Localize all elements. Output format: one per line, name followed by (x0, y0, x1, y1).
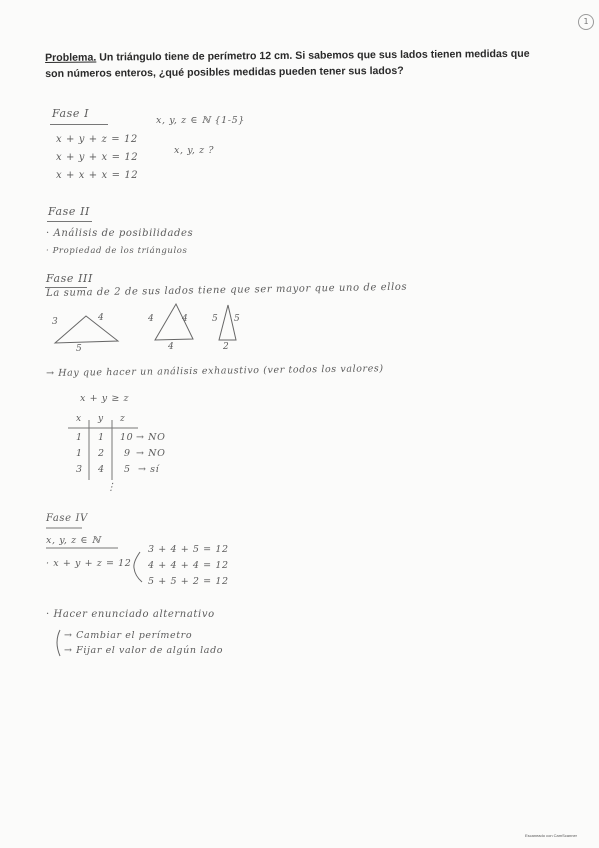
table-row-1-result: → NO (136, 432, 166, 443)
table-row-2-z: 9 (124, 448, 131, 459)
table-row-3-x: 3 (76, 464, 83, 475)
alternatives-brace (57, 630, 60, 656)
phase2-item-2: · Propiedad de los triángulos (46, 246, 188, 256)
phase3-rule: La suma de 2 de sus lados tiene que ser mayor que uno de ellos (46, 281, 408, 299)
table-row-3-y: 4 (98, 464, 105, 475)
phase4-domain: x, y, z ∈ ℕ (46, 535, 101, 546)
phase1-equation-2: x + y + x = 12 (56, 152, 139, 163)
triangle1-side-b: 4 (98, 313, 105, 323)
phase4-equation: · x + y + z = 12 (46, 558, 132, 569)
triangle3-side-c: 2 (223, 342, 230, 352)
table-row-2-y: 2 (98, 448, 105, 459)
triangle2-side-a: 4 (148, 314, 155, 324)
triangle-sketch-1 (55, 316, 118, 343)
solutions-brace (134, 552, 142, 582)
table-row-2-x: 1 (76, 448, 83, 459)
phase2-item-1: · Análisis de posibilidades (46, 228, 194, 239)
phase4-solution-2: 4 + 4 + 4 = 12 (148, 560, 229, 571)
table-row-3-z: 5 (124, 464, 131, 475)
table-header-z: z (120, 414, 126, 424)
phase4-solution-3: 5 + 5 + 2 = 12 (148, 576, 229, 587)
phase1-note-1: x, y, z ∈ ℕ {1-5} (156, 115, 245, 126)
table-row-1-x: 1 (76, 432, 83, 443)
phase1-title: Fase I (52, 107, 90, 120)
phase1-note-2: x, y, z ? (174, 145, 215, 156)
problem-text: Un triángulo tiene de perímetro 12 cm. Si sabemos que sus lados tienen medidas que son números enteros, ¿qué posibles medidas pueden tener sus lados? (45, 47, 530, 80)
triangle1-side-c: 5 (76, 344, 83, 354)
phase4-title: Fase IV (46, 513, 88, 524)
alternative-item-2: → Fijar el valor de algún lado (64, 645, 224, 656)
scanner-footer: Escaneado con CamScanner (524, 833, 577, 838)
phase3-title: Fase III (46, 272, 93, 285)
table-row-1-y: 1 (98, 432, 105, 443)
problem-label: Problema. (45, 51, 97, 64)
page-number-mark: 1 (578, 14, 594, 30)
phase1-equation-3: x + x + x = 12 (56, 170, 139, 181)
table-row-1-z: 10 (120, 432, 134, 443)
triangle2-side-c: 4 (168, 342, 175, 352)
triangle2-side-b: 4 (182, 314, 189, 324)
phase1-equation-1: x + y + z = 12 (56, 134, 138, 145)
phase4-solution-1: 3 + 4 + 5 = 12 (148, 544, 229, 555)
table-row-2-result: → NO (136, 448, 166, 459)
phase3-exhaustive-note: → Hay que hacer un análisis exhaustivo (ver todos los valores) (46, 363, 384, 379)
triangle3-side-b: 5 (234, 314, 241, 324)
alternative-title: · Hacer enunciado alternativo (46, 609, 215, 620)
phase2-title: Fase II (48, 205, 90, 218)
triangle1-side-a: 3 (52, 317, 59, 327)
table-row-3-result: → sí (138, 464, 160, 475)
phase3-condition: x + y ≥ z (80, 393, 130, 404)
table-ellipsis: ⋮ (106, 482, 117, 493)
alternative-item-1: → Cambiar el perímetro (64, 630, 193, 641)
table-header-y: y (98, 414, 104, 424)
table-header-x: x (76, 414, 82, 424)
triangle3-side-a: 5 (212, 314, 219, 324)
